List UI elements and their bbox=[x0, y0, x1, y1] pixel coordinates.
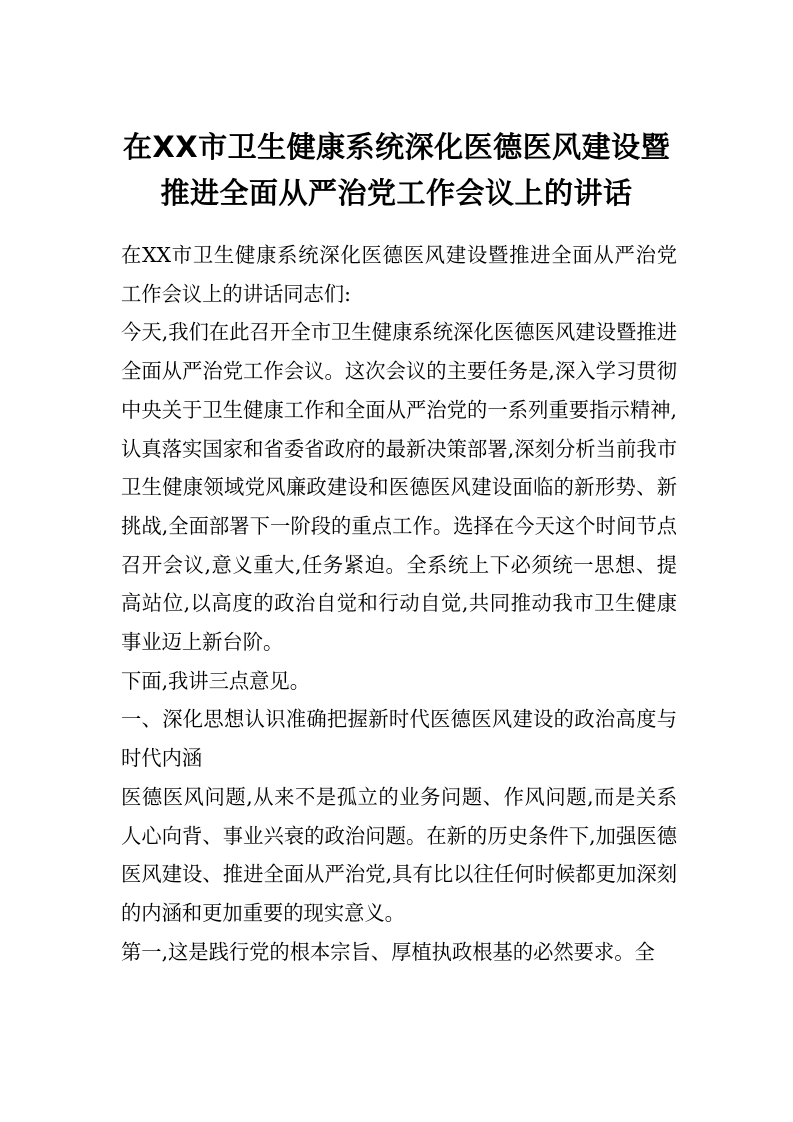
paragraph-section-1-point-1: 第一,这是践行党的根本宗旨、厚植执政根基的必然要求。全 bbox=[121, 939, 655, 964]
paragraph-salutation: 在XX市卫生健康系统深化医德医风建设暨推进全面从严治党工作会议上的讲话同志们: bbox=[121, 243, 677, 306]
document-body bbox=[121, 236, 677, 971]
section-heading-1: 一、深化思想认识准确把握新时代医德医风建设的政治高度与时代内涵 bbox=[121, 707, 677, 771]
document-title-line-1: 在XX市卫生健康系统深化医德医风建设暨 bbox=[122, 130, 671, 164]
paragraph-opening: 今天,我们在此召开全市卫生健康系统深化医德医风建设暨推进全面从严治党工作会议。这次会议的主要任务是,深入学习贯彻中央关于卫生健康工作和全面从严治党的一系列重要指示精神,认真落实国家和省委省政府的最新决策部署,深刻分析当前我市卫生健康领域党风廉政建设和医德医风建设面临的新形势、新挑战,全面部署下一阶段的重点工作。选择在今天这个时间节点召开会议,意义重大,任务紧迫。全系统上下必须统一思想、提高站位,以高度的政治自觉和行动自觉,共同推动我市卫生健康事业迈上新台阶。 bbox=[121, 320, 677, 655]
paragraph-section-1-intro: 医德医风问题,从来不是孤立的业务问题、作风问题,而是关系人心向背、事业兴衰的政治问题。在新的历史条件下,加强医德医风建设、推进全面从严治党,具有比以往任何时候都更加深刻的内涵和更加重要的现实意义。 bbox=[121, 784, 677, 925]
document-title-line-2: 推进全面从严治党工作会议上的讲话 bbox=[160, 176, 633, 210]
paragraph-transition: 下面,我讲三点意见。 bbox=[121, 668, 310, 693]
